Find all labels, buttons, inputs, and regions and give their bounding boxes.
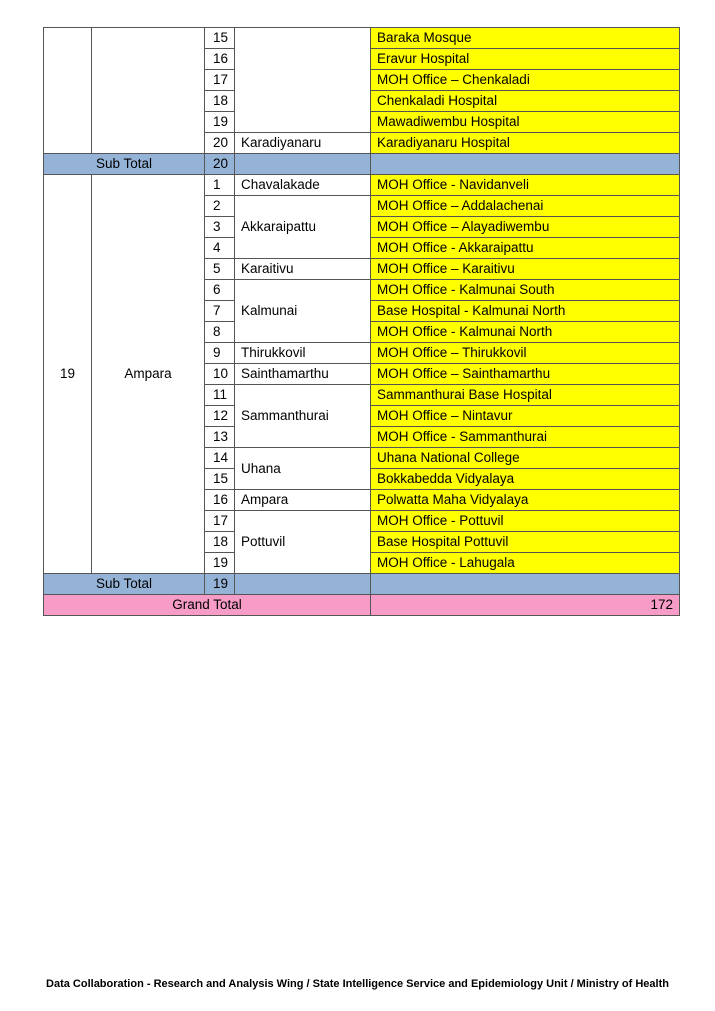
place-name: MOH Office - Pottuvil <box>371 511 680 532</box>
place-name: MOH Office – Nintavur <box>371 406 680 427</box>
grand-total-value: 172 <box>371 595 680 616</box>
locations-table <box>43 27 680 616</box>
subtotal-value: 19 <box>205 574 235 595</box>
district-no-cell <box>44 28 92 154</box>
row-index: 6 <box>205 280 235 301</box>
row-index: 20 <box>205 133 235 154</box>
row-index: 16 <box>205 490 235 511</box>
grand-total-row <box>44 595 680 616</box>
place-name: Chenkaladi Hospital <box>371 91 680 112</box>
district-no: 19 <box>44 175 92 574</box>
moh-area-cell <box>235 28 371 133</box>
moh-area: Sainthamarthu <box>235 364 371 385</box>
place-name: Eravur Hospital <box>371 49 680 70</box>
place-name: MOH Office – Sainthamarthu <box>371 364 680 385</box>
subtotal-empty-cell <box>371 154 680 175</box>
row-index: 8 <box>205 322 235 343</box>
row-index: 17 <box>205 70 235 91</box>
row-index: 4 <box>205 238 235 259</box>
place-name: MOH Office - Kalmunai North <box>371 322 680 343</box>
moh-area: Pottuvil <box>235 511 371 574</box>
moh-area: Karaitivu <box>235 259 371 280</box>
district-name-cell <box>92 28 205 154</box>
moh-area: Akkaraipattu <box>235 196 371 259</box>
place-name: Base Hospital - Kalmunai North <box>371 301 680 322</box>
moh-area: Thirukkovil <box>235 343 371 364</box>
row-index: 19 <box>205 112 235 133</box>
subtotal-row <box>44 154 680 175</box>
subtotal-label: Sub Total <box>44 154 205 175</box>
moh-area: Chavalakade <box>235 175 371 196</box>
place-name: MOH Office - Kalmunai South <box>371 280 680 301</box>
subtotal-empty-cell <box>235 154 371 175</box>
subtotal-empty-cell <box>235 574 371 595</box>
place-name: MOH Office – Chenkaladi <box>371 70 680 91</box>
moh-area: Ampara <box>235 490 371 511</box>
place-name: Polwatta Maha Vidyalaya <box>371 490 680 511</box>
place-name: MOH Office – Karaitivu <box>371 259 680 280</box>
place-name: Sammanthurai Base Hospital <box>371 385 680 406</box>
subtotal-label: Sub Total <box>44 574 205 595</box>
row-index: 15 <box>205 28 235 49</box>
row-index: 12 <box>205 406 235 427</box>
page-footer: Data Collaboration - Research and Analysis Wing / State Intelligence Service and Epidemiology Unit / Ministry of Health <box>46 978 669 990</box>
table-row <box>44 175 680 196</box>
row-index: 1 <box>205 175 235 196</box>
place-name: Karadiyanaru Hospital <box>371 133 680 154</box>
district-name: Ampara <box>92 175 205 574</box>
grand-total-label: Grand Total <box>44 595 371 616</box>
row-index: 7 <box>205 301 235 322</box>
moh-area: Sammanthurai <box>235 385 371 448</box>
row-index: 14 <box>205 448 235 469</box>
place-name: Base Hospital Pottuvil <box>371 532 680 553</box>
place-name: Bokkabedda Vidyalaya <box>371 469 680 490</box>
moh-area: Uhana <box>235 448 371 490</box>
place-name: Uhana National College <box>371 448 680 469</box>
row-index: 18 <box>205 91 235 112</box>
subtotal-empty-cell <box>371 574 680 595</box>
subtotal-value: 20 <box>205 154 235 175</box>
subtotal-row <box>44 574 680 595</box>
row-index: 9 <box>205 343 235 364</box>
row-index: 13 <box>205 427 235 448</box>
moh-area: Kalmunai <box>235 280 371 343</box>
moh-area: Karadiyanaru <box>235 133 371 154</box>
place-name: Baraka Mosque <box>371 28 680 49</box>
row-index: 2 <box>205 196 235 217</box>
place-name: MOH Office – Alayadiwembu <box>371 217 680 238</box>
row-index: 3 <box>205 217 235 238</box>
place-name: MOH Office - Sammanthurai <box>371 427 680 448</box>
place-name: MOH Office - Akkaraipattu <box>371 238 680 259</box>
row-index: 10 <box>205 364 235 385</box>
row-index: 5 <box>205 259 235 280</box>
place-name: MOH Office – Thirukkovil <box>371 343 680 364</box>
place-name: MOH Office - Lahugala <box>371 553 680 574</box>
row-index: 19 <box>205 553 235 574</box>
place-name: MOH Office - Navidanveli <box>371 175 680 196</box>
row-index: 11 <box>205 385 235 406</box>
place-name: MOH Office – Addalachenai <box>371 196 680 217</box>
row-index: 17 <box>205 511 235 532</box>
row-index: 15 <box>205 469 235 490</box>
place-name: Mawadiwembu Hospital <box>371 112 680 133</box>
table-row <box>44 28 680 49</box>
row-index: 16 <box>205 49 235 70</box>
row-index: 18 <box>205 532 235 553</box>
